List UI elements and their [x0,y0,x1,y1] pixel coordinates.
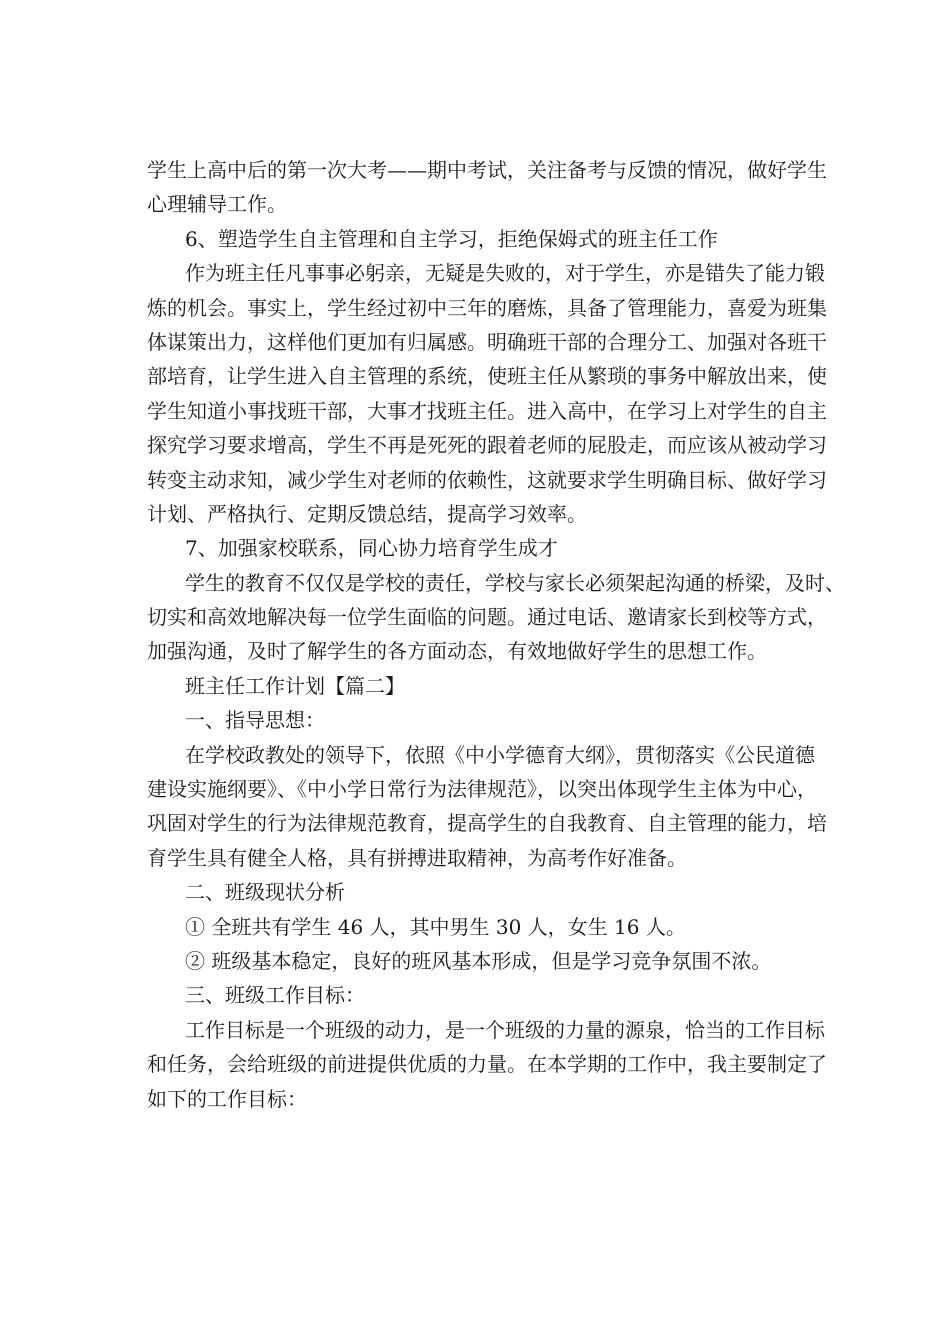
section-heading: 三、班级工作目标： [185,983,365,1008]
text-line: 作为班主任凡事事必躬亲，无疑是失败的，对于学生，亦是错失了能力锻 [185,261,825,286]
text-line: 心理辅导工作。 [147,192,287,217]
text-line: 探究学习要求增高，学生不再是死死的跟着老师的屁股走，而应该从被动学习 [147,433,827,458]
section-heading: 一、指导思想： [185,708,325,733]
part-title: 班主任工作计划【篇二】 [185,673,405,698]
text-line: 学生上高中后的第一次大考——期中考试，关注备考与反馈的情况，做好学生 [147,158,827,182]
section-heading: 6、塑造学生自主管理和自主学习，拒绝保姆式的班主任工作 [185,226,718,251]
list-item: ① 全班共有学生 46 人，其中男生 30 人，女生 16 人。 [185,914,686,939]
text-line: 计划、严格执行、定期反馈总结，提高学习效率。 [147,501,587,526]
section-heading: 7、加强家校联系，同心协力培育学生成才 [185,536,558,561]
document-body [147,153,845,1116]
text-line: 体谋策出力，这样他们更加有归属感。明确班干部的合理分工、加强对各班干 [147,329,827,354]
text-line: 在学校政教处的领导下，依照《中小学德育大纲》，贯彻落实《公民道德 [185,742,815,767]
list-item: ② 班级基本稳定，良好的班风基本形成，但是学习竞争氛围不浓。 [185,948,772,973]
text-line: 学生知道小事找班干部，大事才找班主任。进入高中，在学习上对学生的自主 [147,398,827,423]
text-line: 巩固对学生的行为法律规范教育，提高学生的自我教育、自主管理的能力，培 [147,811,827,836]
text-line: 如下的工作目标： [147,1086,307,1111]
text-line: 学生的教育不仅仅是学校的责任，学校与家长必须架起沟通的桥梁，及时、 [185,570,845,595]
section-heading: 二、班级现状分析 [185,880,345,905]
text-line: 转变主动求知，减少学生对老师的依赖性，这就要求学生明确目标、做好学习 [147,467,827,492]
text-line: 切实和高效地解决每一位学生面临的问题。通过电话、邀请家长到校等方式， [147,605,827,630]
text-line: 工作目标是一个班级的动力，是一个班级的力量的源泉，恰当的工作目标 [185,1017,825,1042]
text-line: 建设实施纲要》、《中小学日常行为法律规范》，以突出体现学生主体为中心， [147,777,817,802]
text-line: 加强沟通，及时了解学生的各方面动态，有效地做好学生的思想工作。 [147,639,767,664]
text-line: 和任务，会给班级的前进提供优质的力量。在本学期的工作中，我主要制定了 [147,1052,827,1077]
text-line: 部培育，让学生进入自主管理的系统，使班主任从繁琐的事务中解放出来，使 [147,364,827,389]
text-line: 炼的机会。事实上，学生经过初中三年的磨炼，具备了管理能力，喜爱为班集 [147,295,827,320]
text-line: 育学生具有健全人格，具有拼搏进取精神，为高考作好准备。 [147,845,687,870]
